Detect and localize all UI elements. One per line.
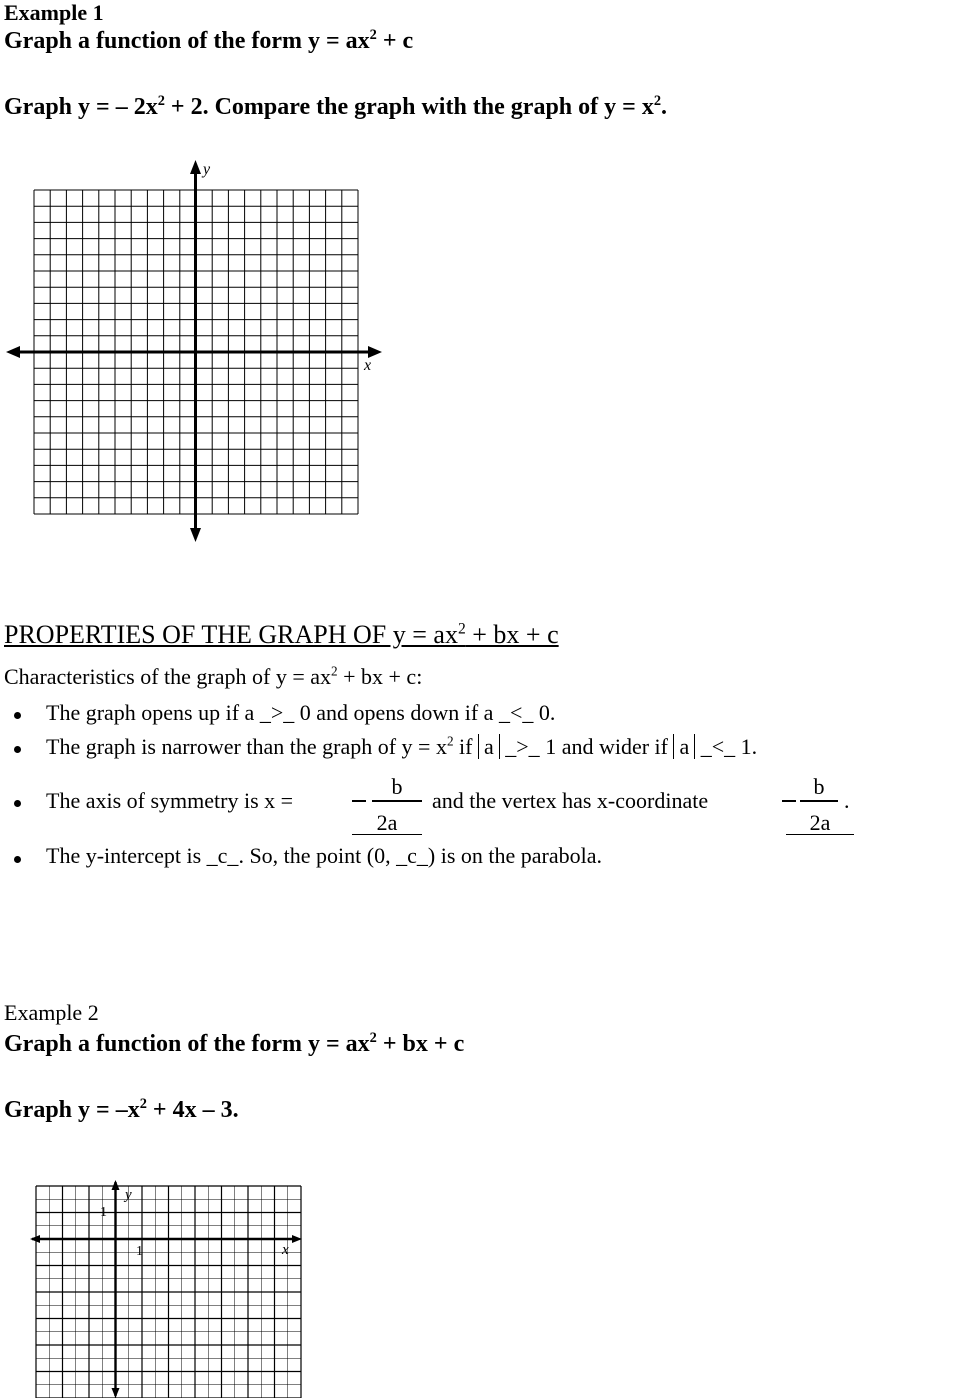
example1-problem xyxy=(4,94,667,121)
properties-heading-exponent: 2 xyxy=(457,620,466,638)
example1-x-axis-label: x xyxy=(364,357,372,374)
bullet-3-minus-sign-1 xyxy=(352,800,366,802)
example1-problem-exponent-2: 2 xyxy=(653,93,662,109)
bullet-2 xyxy=(46,734,757,760)
bullet-3-numerator-1: b xyxy=(391,774,403,799)
example1-title xyxy=(4,28,413,55)
y-axis-arrow-down xyxy=(190,528,201,542)
example1-problem-exponent-1: 2 xyxy=(157,93,165,109)
example1-title-text: Graph a function of the form y = ax xyxy=(4,28,370,54)
example2-title xyxy=(4,1031,464,1058)
bullet-1-dot xyxy=(14,712,21,719)
grid1-lines xyxy=(6,160,382,542)
example2-x-tick-label-1: 1 xyxy=(136,1244,143,1259)
properties-intro xyxy=(4,664,422,690)
example2-title-exponent: 2 xyxy=(369,1030,377,1046)
bullet-2-text-2: if xyxy=(453,734,478,759)
bullet-4-text-3: ) is on the parabola. xyxy=(427,843,602,868)
properties-intro-tail: + bx + c: xyxy=(337,664,423,689)
bullet-1-blank-1: _>_ xyxy=(259,700,295,725)
bullet-3-period: . xyxy=(844,788,850,813)
bullet-2-abs-a-2: a xyxy=(673,734,695,759)
properties-heading xyxy=(4,620,559,650)
bullet-1-text-3: 0. xyxy=(533,700,556,725)
properties-intro-exponent: 2 xyxy=(331,663,338,679)
bullet-1-blank-2: _<_ xyxy=(498,700,534,725)
bullet-2-blank-1: _>_ xyxy=(505,734,540,759)
example1-problem-text: Graph y = – 2x xyxy=(4,94,158,120)
example1-title-tail: + c xyxy=(376,28,414,54)
example2-label: Example 2 xyxy=(4,1000,99,1025)
bullet-3-minus-sign-2 xyxy=(782,800,796,802)
bullet-3-dot xyxy=(14,800,21,807)
bullet-2-text: The graph is narrower than the graph of y = x xyxy=(46,734,447,759)
example1-problem-middle: + 2. Compare the graph with the graph of y = x xyxy=(164,94,654,120)
bullet-4-text: The y-intercept is xyxy=(46,843,207,868)
example2-y-tick-label-1: 1 xyxy=(100,1205,107,1220)
x-axis-arrow-left xyxy=(30,1235,40,1243)
y-axis-arrow-up xyxy=(112,1180,120,1190)
properties-intro-text: Characteristics of the graph of y = ax xyxy=(4,664,332,689)
bullet-3-text: The axis of symmetry is x = xyxy=(46,788,294,813)
bullet-4-dot xyxy=(14,856,21,863)
bullet-4 xyxy=(46,843,602,869)
bullet-2-exponent: 2 xyxy=(446,733,454,749)
example2-x-axis-label: x xyxy=(282,1242,289,1258)
example1-y-axis-label: y xyxy=(203,161,211,178)
y-axis-arrow-up xyxy=(190,160,201,174)
bullet-2-text-3: 1 and wider if xyxy=(539,734,674,759)
bullet-4-blank-2: _c_ xyxy=(396,843,428,868)
bullet-1 xyxy=(46,700,555,726)
bullet-3-denominator-1: 2a xyxy=(352,812,422,835)
example2-problem-exponent: 2 xyxy=(139,1096,147,1112)
example1-label: Example 1 xyxy=(4,0,104,25)
bullet-1-text-2: 0 and opens down if a xyxy=(294,700,499,725)
example2-coordinate-grid xyxy=(30,1180,305,1398)
example2-title-text: Graph a function of the form y = ax xyxy=(4,1031,370,1057)
example2-y-axis-label: y xyxy=(125,1187,132,1203)
bullet-3-text-2: and the vertex has x-coordinate xyxy=(432,788,709,813)
example2-problem-text: Graph y = –x xyxy=(4,1097,140,1123)
x-axis-arrow-left xyxy=(6,346,20,358)
bullet-4-blank-1: _c_ xyxy=(206,843,239,868)
bullet-3-fraction-bar-2 xyxy=(800,800,838,802)
properties-heading-tail: + bx + c xyxy=(465,620,559,649)
bullet-4-text-2: . So, the point (0, xyxy=(238,843,397,868)
example2-problem xyxy=(4,1097,239,1124)
bullet-3-fraction-bar-1 xyxy=(372,800,422,802)
example2-title-tail: + bx + c xyxy=(376,1031,465,1057)
bullet-3-denominator-2: 2a xyxy=(786,812,854,835)
example1-problem-end: . xyxy=(661,94,668,120)
y-axis-arrow-down xyxy=(112,1388,120,1398)
example1-coordinate-grid xyxy=(0,150,400,550)
properties-heading-text xyxy=(4,620,559,649)
bullet-2-text-4: 1. xyxy=(735,734,758,759)
example2-problem-tail: + 4x – 3. xyxy=(146,1097,239,1123)
bullet-2-blank-2: _<_ xyxy=(700,734,736,759)
bullet-3-numerator-2: b xyxy=(813,774,825,799)
properties-heading-main: PROPERTIES OF THE GRAPH OF y = ax xyxy=(4,620,458,649)
bullet-1-text: The graph opens up if a xyxy=(46,700,260,725)
grid2-lines xyxy=(30,1180,302,1398)
example1-title-exponent: 2 xyxy=(369,27,377,43)
bullet-2-abs-a-1: a xyxy=(478,734,500,759)
bullet-2-dot xyxy=(14,746,21,753)
